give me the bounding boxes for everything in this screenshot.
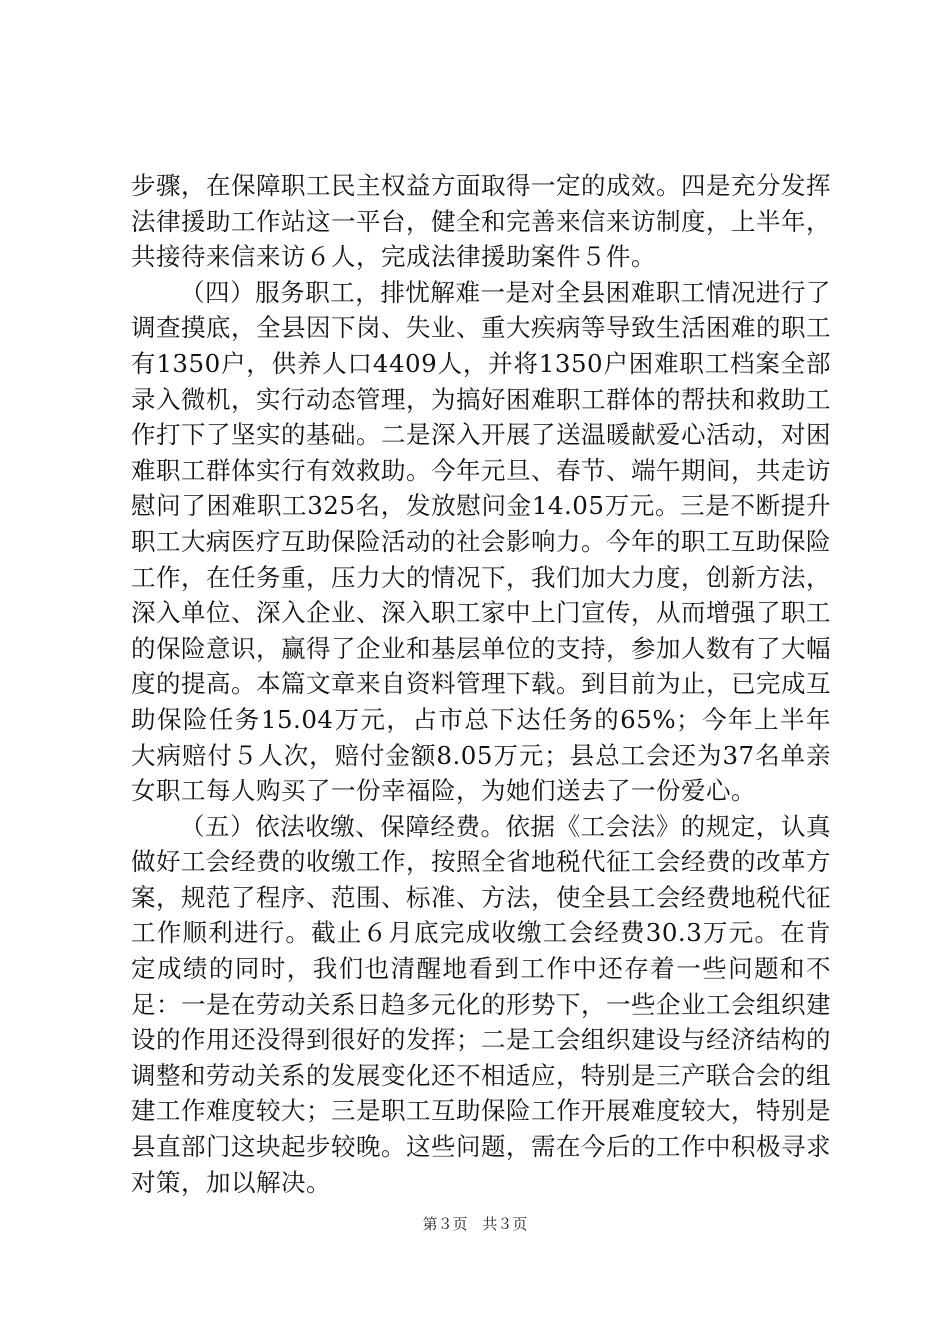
document-body xyxy=(131,168,831,1200)
page-number: 第３页 xyxy=(422,1215,468,1233)
page-total: 共３页 xyxy=(482,1215,528,1233)
paragraph-continuation: 步骤，在保障职工民主权益方面取得一定的成效。四是充分发挥法律援助工作站这一平台，健全和完善来信来访制度，上半年，共接待来信来访６人，完成法律援助案件５件。 xyxy=(131,171,831,272)
paragraph-section-four: （四）服务职工，排忧解难一是对全县困难职工情况进行了调查摸底，全县因下岗、失业、重大疾病等导致生活困难的职工有1350户，供养人口4409人，并将1350户困难职工档案全部录入微机，实行动态管理，为搞好困难职工群体的帮扶和救助工作打下了坚实的基础。二是深入开展了送温暖献爱心活动，对困难职工群体实行有效救助。今年元旦、春节、端午期间，共走访慰问了困难职工325名，发放慰问金14.05万元。三是不断提升职工大病医疗互助保险活动的社会影响力。今年的职工互助保险工作，在任务重，压力大的情况下，我们加大力度，创新方法，深入单位、深入企业、深入职工家中上门宣传，从而增强了职工的保险意识，赢得了企业和基层单位的支持，参加人数有了大幅度的提高。本篇文章来自资料管理下载。到目前为止，已完成互助保险任务15.04万元，占市总下达任务的65%；今年上半年大病赔付５人次，赔付金额8.05万元；县总工会还为37名单亲女职工每人购买了一份幸福险，为她们送去了一份爱心。 xyxy=(131,277,831,806)
page-footer xyxy=(0,1214,950,1234)
paragraph-section-five: （五）依法收缴、保障经费。依据《工会法》的规定，认真做好工会经费的收缴工作，按照全省地税代征工会经费的改革方案，规范了程序、范围、标准、方法，使全县工会经费地税代征工作顺利进行。截止６月底完成收缴工会经费30.3万元。在肯定成绩的同时，我们也清醒地看到工作中还存着一些问题和不足：一是在劳动关系日趋多元化的形势下，一些企业工会组织建设的作用还没得到很好的发挥；二是工会组织建设与经济结构的调整和劳动关系的发展变化还不相适应，特别是三产联合会的组建工作难度较大；三是职工互助保险工作开展难度较大，特别是县直部门这块起步较晚。这些问题，需在今后的工作中积极寻求对策，加以解决。 xyxy=(131,811,831,1197)
